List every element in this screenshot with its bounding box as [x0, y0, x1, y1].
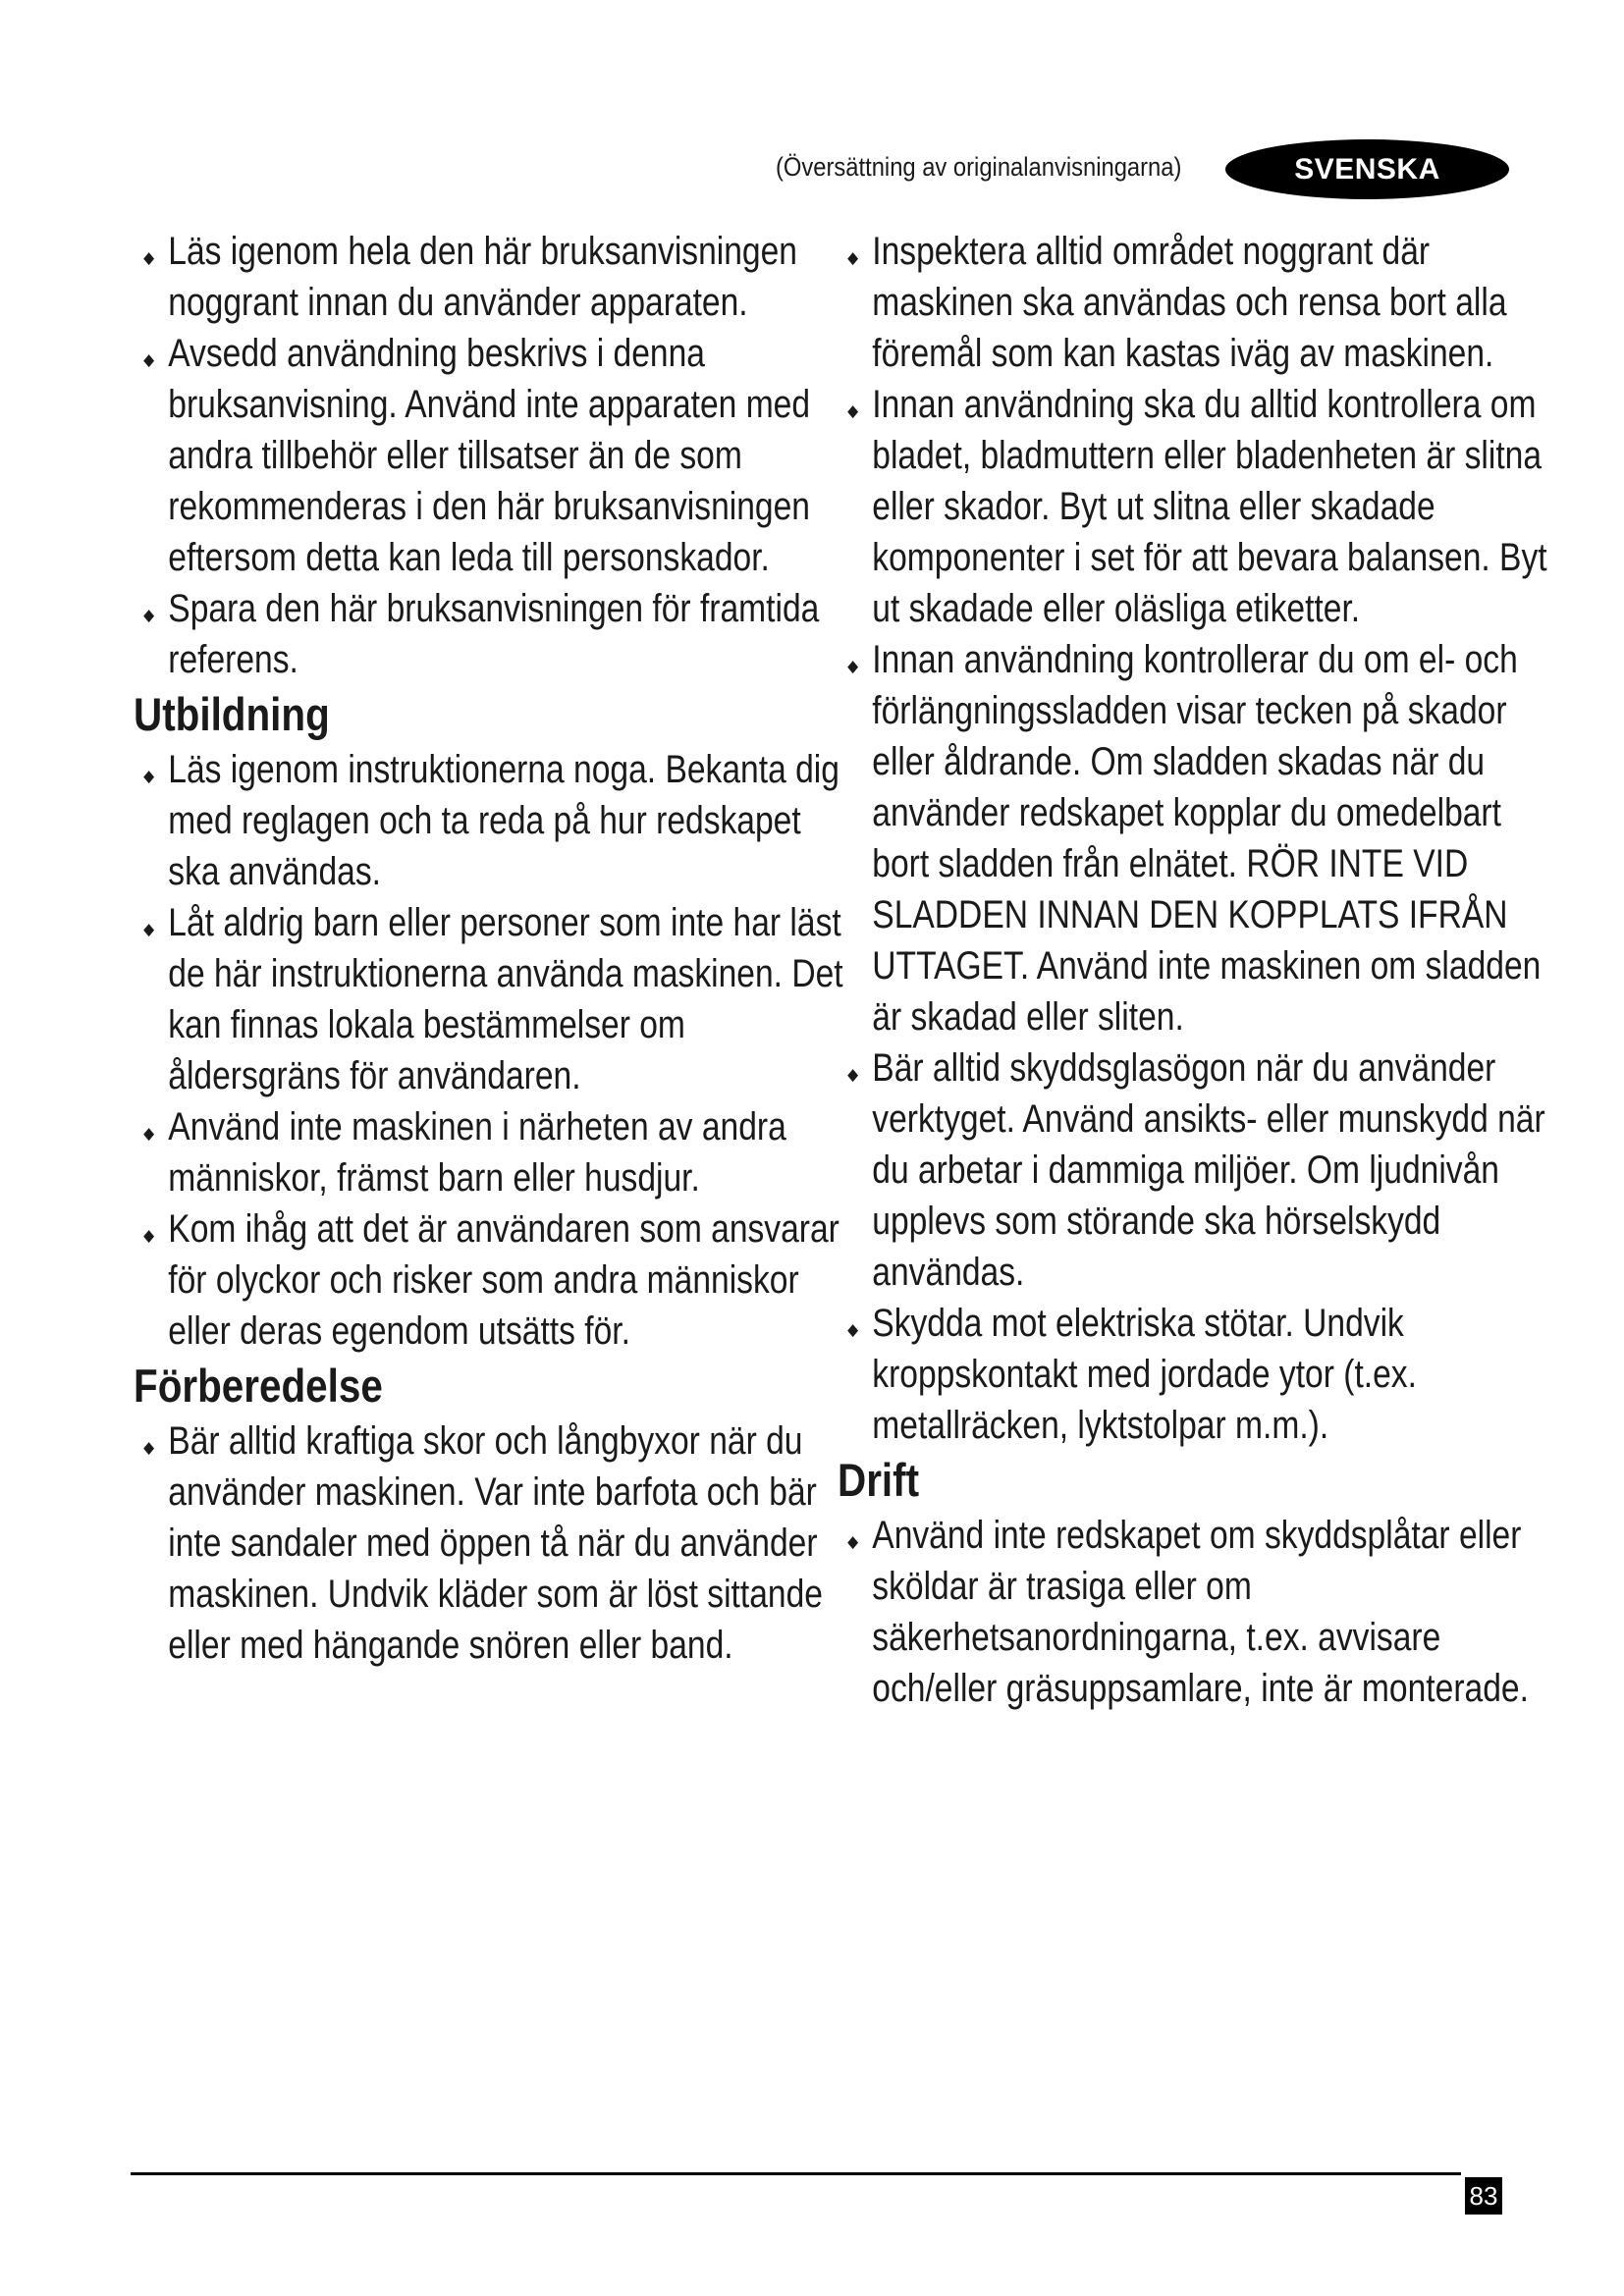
diamond-bullet-icon: ◆ — [847, 248, 859, 267]
section-heading-preparation: Förberedelse — [134, 1360, 383, 1412]
diamond-bullet-icon: ◆ — [143, 1124, 155, 1143]
intro-list — [134, 226, 821, 685]
safety-list — [838, 226, 1547, 1451]
preparation-list — [134, 1415, 821, 1671]
section-heading-training: Utbildning — [134, 688, 330, 740]
diamond-bullet-icon: ◆ — [847, 401, 859, 420]
diamond-bullet-icon: ◆ — [143, 767, 155, 785]
footer-divider — [131, 2172, 1461, 2175]
diamond-bullet-icon: ◆ — [847, 1065, 859, 1084]
list-item: ◆ Bär alltid kraftiga skor och långbyxor när du använder maskinen. Var inte barfota och bär inte sandaler med öppen tå när du använder maskinen. Undvik kläder som är löst sittande eller med hängande snören eller band. — [134, 1415, 855, 1671]
list-item: ◆ Avsedd användning beskrivs i denna bruksanvisning. Använd inte apparaten med andra tillbehör eller tillsatser än de som rekommenderas i den här bruksanvisningen eftersom detta kan leda till personskador. — [134, 328, 855, 583]
diamond-bullet-icon: ◆ — [143, 1226, 155, 1245]
list-item: ◆ Skydda mot elektriska stötar. Undvik kroppskontakt med jordade ytor (t.ex. metallräcken, lyktstolpar m.m.). — [838, 1298, 1559, 1451]
list-item: ◆ Använd inte redskapet om skyddsplåtar eller sköldar är trasiga eller om säkerhetsanordningarna, t.ex. avvisare och/eller gräsuppsamlare, inte är monterade. — [838, 1510, 1559, 1714]
list-item: ◆ Inspektera alltid området noggrant där maskinen ska användas och rensa bort alla föremål som kan kastas iväg av maskinen. — [838, 226, 1559, 379]
diamond-bullet-icon: ◆ — [847, 657, 859, 675]
page-number: 83 — [1465, 2177, 1502, 2215]
diamond-bullet-icon: ◆ — [143, 248, 155, 267]
list-item: ◆ Spara den här bruksanvisningen för framtida referens. — [134, 583, 855, 685]
list-item: ◆ Kom ihåg att det är användaren som ansvarar för olyckor och risker som andra människor eller deras egendom utsätts för. — [134, 1203, 855, 1357]
list-item: ◆ Läs igenom hela den här bruksanvisningen noggrant innan du använder apparaten. — [134, 226, 855, 328]
diamond-bullet-icon: ◆ — [143, 606, 155, 624]
list-item: ◆ Bär alltid skyddsglasögon när du använder verktyget. Använd ansikts- eller munskydd när du arbetar i dammiga miljöer. Om ljudnivån upplevs som störande ska hörselskydd användas. — [838, 1042, 1559, 1298]
left-column — [134, 226, 843, 1671]
list-item: ◆ Innan användning ska du alltid kontrollera om bladet, bladmuttern eller bladenheten är slitna eller skador. Byt ut slitna eller skadade komponenter i set för att bevara balansen. Byt ut skadade eller oläsliga etiketter. — [838, 379, 1559, 634]
diamond-bullet-icon: ◆ — [143, 920, 155, 938]
list-item: ◆ Innan användning kontrollerar du om el- och förlängningssladden visar tecken på skador eller åldrande. Om sladden skadas när du använder redskapet kopplar du omedelbart bort sladden från elnätet. RÖR INTE VID SLADDEN INNAN DEN KOPPLATS IFRÅN UTTAGET. Använd inte maskinen om sladden är skadad eller sliten. — [838, 634, 1559, 1042]
diamond-bullet-icon: ◆ — [847, 1532, 859, 1551]
diamond-bullet-icon: ◆ — [143, 1438, 155, 1457]
language-badge: SVENSKA — [1225, 139, 1509, 199]
diamond-bullet-icon: ◆ — [847, 1320, 859, 1339]
translation-note: (Översättning av originalanvisningarna) — [776, 152, 1182, 182]
right-column — [838, 226, 1547, 1714]
list-item: ◆ Låt aldrig barn eller personer som inte har läst de här instruktionerna använda maskinen. Det kan finnas lokala bestämmelser om åldersgräns för användaren. — [134, 897, 855, 1101]
list-item: ◆ Använd inte maskinen i närheten av andra människor, främst barn eller husdjur. — [134, 1101, 855, 1203]
section-heading-operation: Drift — [838, 1454, 920, 1506]
diamond-bullet-icon: ◆ — [143, 350, 155, 369]
training-list — [134, 744, 843, 1357]
operation-list — [838, 1510, 1529, 1714]
list-item: ◆ Läs igenom instruktionerna noga. Bekanta dig med reglagen och ta reda på hur redskapet ska användas. — [134, 744, 855, 897]
